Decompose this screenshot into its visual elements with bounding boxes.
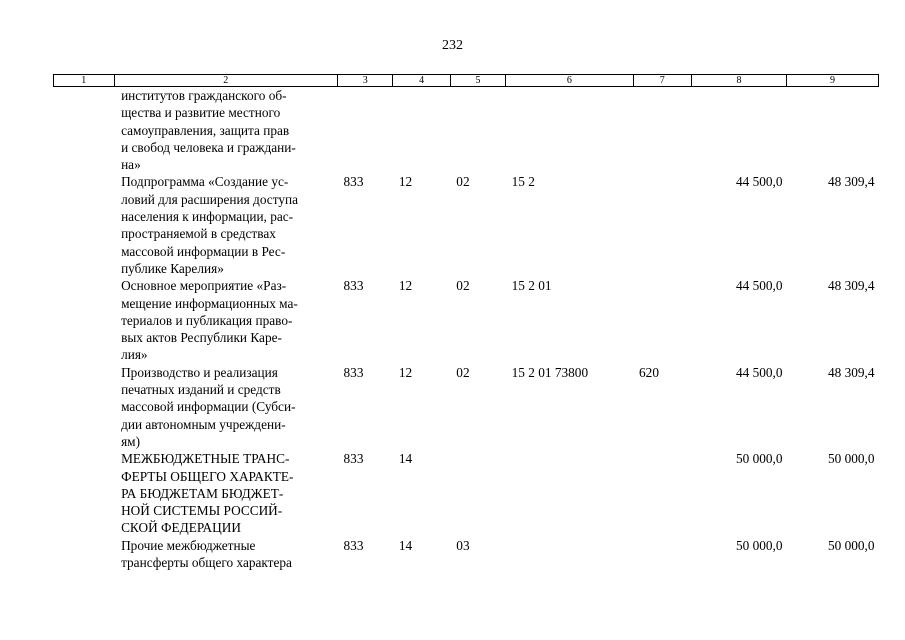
item-name-line: массовой информации в Рес-: [121, 243, 286, 259]
item-name-line: щества и развитие местного: [121, 105, 281, 121]
amount-year1-cell: 50 000,0: [735, 537, 783, 553]
item-name-line: публике Карелия»: [121, 260, 224, 276]
subsection-cell: [450, 87, 505, 174]
item-name-line: лия»: [121, 347, 148, 363]
column-header: 2: [114, 75, 337, 87]
item-name-line: институтов гражданского об-: [121, 88, 287, 103]
section-cell: 12: [398, 174, 413, 190]
item-name-line: Прочие межбюджетные: [121, 537, 256, 553]
target-article-cell: 15 2: [511, 174, 535, 190]
item-name-line: самоуправления, защита прав: [121, 122, 290, 138]
ministry-code-cell: 833: [343, 537, 364, 553]
header-row: [54, 75, 879, 87]
item-name-line: трансферты общего характера: [121, 555, 292, 571]
amount-year1-cell: 44 500,0: [735, 364, 783, 380]
amount-year2-cell: 50 000,0: [827, 537, 875, 553]
item-name-line: НОЙ СИСТЕМЫ РОССИЙ-: [121, 503, 283, 519]
column-header: 8: [692, 75, 787, 87]
item-name-cell: [114, 450, 337, 536]
ministry-code-cell: 833: [343, 364, 364, 380]
section-cell: 12: [398, 278, 413, 294]
section-cell: 14: [398, 451, 413, 467]
ministry-code-cell: 833: [343, 451, 364, 467]
item-name-line: Производство и реализация: [121, 364, 278, 380]
column-header: 1: [54, 75, 115, 87]
item-name-line: Подпрограмма «Создание ус-: [121, 174, 289, 190]
item-name-line: ФЕРТЫ ОБЩЕГО ХАРАКТЕ-: [121, 468, 294, 484]
item-name-line: ловий для расширения доступа: [121, 191, 298, 207]
item-name-cell: [114, 364, 337, 450]
ministry-code-cell: [338, 87, 393, 174]
ministry-code-cell: 833: [343, 278, 364, 294]
subsection-cell: 03: [456, 537, 470, 553]
expense-type-cell: [633, 277, 691, 363]
target-article-cell: 15 2 01: [511, 278, 552, 294]
column-header: 3: [338, 75, 393, 87]
column-header: 7: [633, 75, 691, 87]
expense-type-cell: [633, 537, 691, 572]
item-name-line: мещение информационных ма-: [121, 295, 298, 311]
table-row: [54, 87, 879, 174]
ministry-code-cell: 833: [343, 174, 364, 190]
amount-year2-cell: 48 309,4: [827, 364, 875, 380]
item-name-line: вых актов Республики Каре-: [121, 330, 282, 346]
item-name-cell: [114, 87, 337, 174]
amount-year1-cell: 44 500,0: [735, 174, 783, 190]
row-number-cell: [54, 87, 115, 174]
section-cell: 12: [398, 364, 413, 380]
item-name-line: СКОЙ ФЕДЕРАЦИИ: [121, 520, 241, 536]
subsection-cell: 02: [456, 174, 470, 190]
subsection-cell: 02: [456, 364, 470, 380]
expense-type-cell: 620: [639, 364, 659, 380]
table-row: [54, 277, 879, 363]
target-article-cell: [506, 450, 633, 536]
target-article-cell: [506, 537, 633, 572]
table-row: [54, 364, 879, 450]
target-article-cell: 15 2 01 73800: [511, 364, 589, 380]
amount-year2-cell: 50 000,0: [827, 451, 875, 467]
row-number-cell: [54, 277, 115, 363]
item-name-line: ям): [121, 433, 141, 449]
item-name-cell: [114, 277, 337, 363]
budget-table: [53, 74, 879, 571]
amount-year1-cell: [692, 87, 787, 174]
expense-type-cell: [633, 173, 691, 277]
target-article-cell: [506, 87, 633, 174]
column-header: 4: [393, 75, 450, 87]
table-row: [54, 173, 879, 277]
item-name-line: печатных изданий и средств: [121, 382, 281, 398]
item-name-cell: [114, 537, 337, 572]
item-name-line: териалов и публикация право-: [121, 312, 293, 328]
amount-year2-cell: 48 309,4: [827, 278, 875, 294]
page-number: 232: [442, 38, 463, 53]
item-name-line: РА БЮДЖЕТАМ БЮДЖЕТ-: [121, 485, 284, 501]
row-number-cell: [54, 364, 115, 450]
amount-year1-cell: 50 000,0: [735, 451, 783, 467]
subsection-cell: 02: [456, 278, 470, 294]
table-row: [54, 537, 879, 572]
row-number-cell: [54, 537, 115, 572]
item-name-cell: [114, 173, 337, 277]
section-cell: 14: [398, 537, 413, 553]
expense-type-cell: [633, 450, 691, 536]
table-row: [54, 450, 879, 536]
amount-year1-cell: 44 500,0: [735, 278, 783, 294]
item-name-line: населения к информации, рас-: [121, 209, 294, 225]
row-number-cell: [54, 450, 115, 536]
item-name-line: на»: [121, 157, 141, 173]
amount-year2-cell: 48 309,4: [827, 174, 875, 190]
expense-type-cell: [633, 87, 691, 174]
section-cell: [393, 87, 450, 174]
column-header: 6: [506, 75, 633, 87]
item-name-line: дии автономным учреждени-: [121, 416, 286, 432]
item-name-line: пространяемой в средствах: [121, 226, 276, 242]
item-name-line: массовой информации (Субси-: [121, 399, 296, 415]
item-name-line: и свобод человека и граждани-: [121, 139, 296, 155]
column-header: 5: [450, 75, 505, 87]
column-header: 9: [787, 75, 879, 87]
row-number-cell: [54, 173, 115, 277]
subsection-cell: [450, 450, 505, 536]
item-name-line: МЕЖБЮДЖЕТНЫЕ ТРАНС-: [121, 451, 290, 467]
amount-year2-cell: [787, 87, 879, 174]
item-name-line: Основное мероприятие «Раз-: [121, 278, 287, 294]
